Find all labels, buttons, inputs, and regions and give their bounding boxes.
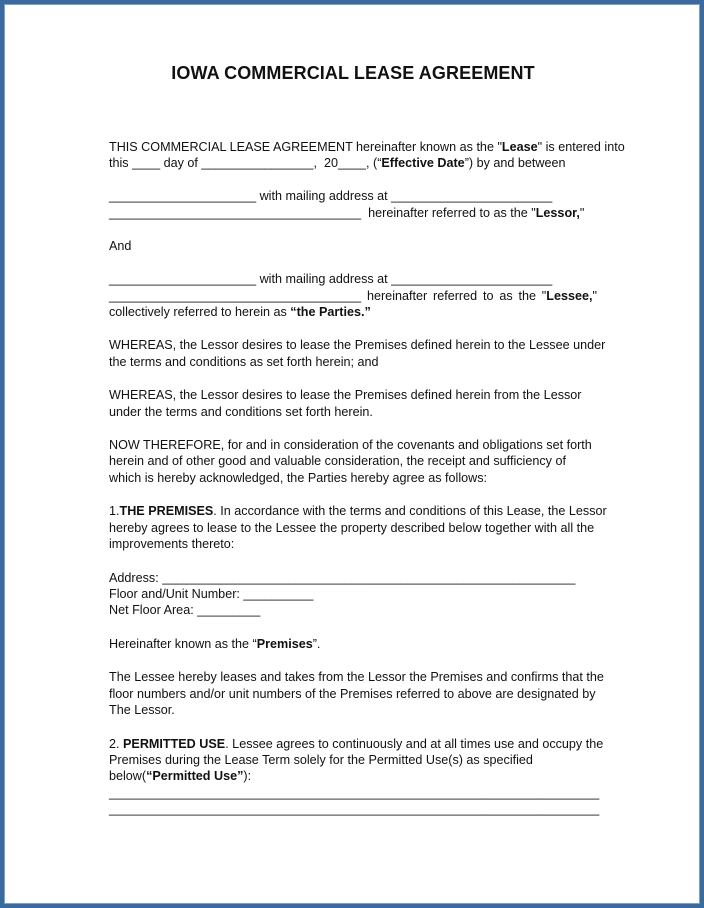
intro-text: this ____ day of ________________, 20____, (“ bbox=[109, 156, 382, 170]
lessee-word: to bbox=[482, 289, 494, 303]
lessor-term: Lessor, bbox=[535, 206, 580, 220]
parties-term: “the Parties.” bbox=[290, 305, 371, 319]
now-therefore-line-2: herein and of other good and valuable consideration, the receipt and sufficiency of bbox=[109, 454, 566, 468]
net-floor-area-field: Net Floor Area: _________ bbox=[109, 603, 261, 617]
lessee-line-2 bbox=[109, 288, 597, 304]
lessee-term: Lessee, bbox=[546, 289, 593, 303]
lessor-line-1: _____________________ with mailing address at _______________________ bbox=[109, 189, 553, 203]
lessee-line-3 bbox=[109, 304, 371, 320]
permitted-use-heading: PERMITTED USE bbox=[123, 737, 226, 751]
whereas-2-line-2: under the terms and conditions set forth herein. bbox=[109, 405, 373, 419]
and-line: And bbox=[109, 239, 132, 253]
permitted-use-line-3 bbox=[109, 768, 251, 784]
permitted-use-text: ): bbox=[243, 769, 252, 783]
known-text: ”. bbox=[312, 637, 321, 651]
lessee-word: referred bbox=[433, 289, 478, 303]
floor-unit-field: Floor and/Unit Number: __________ bbox=[109, 587, 314, 601]
intro-text: ”) by and between bbox=[464, 156, 566, 170]
lessee-word: the bbox=[518, 289, 536, 303]
quote: " bbox=[592, 289, 597, 303]
premises-known-line bbox=[109, 636, 320, 652]
whereas-1-line-1: WHEREAS, the Lessor desires to lease the Premises defined herein to the Lessee under bbox=[109, 338, 606, 352]
permitted-use-text: below( bbox=[109, 769, 147, 783]
whereas-2-line-1: WHEREAS, the Lessor desires to lease the Premises defined herein from the Lessor bbox=[109, 388, 582, 402]
intro-text: " is entered into bbox=[537, 140, 625, 154]
lessor-text: ____________________________________ hereinafter referred to as the " bbox=[109, 206, 536, 220]
lessee-term-group bbox=[542, 288, 597, 304]
permitted-use-text: . Lessee agrees to continuously and at all times use and occupy the bbox=[225, 737, 604, 751]
document-page bbox=[5, 5, 701, 905]
known-text: Hereinafter known as the “ bbox=[109, 637, 257, 651]
lessor-line-2 bbox=[109, 205, 584, 221]
premises-line-1 bbox=[109, 503, 607, 519]
now-therefore-line-3: which is hereby acknowledged, the Parties hereby agree as follows: bbox=[109, 471, 488, 485]
premises-line-3: improvements thereto: bbox=[109, 537, 235, 551]
permitted-use-term: “Permitted Use” bbox=[146, 769, 244, 783]
lessor-text: " bbox=[579, 206, 585, 220]
address-field: Address: ___________________________________________________________ bbox=[109, 571, 576, 585]
lessee-para-line-1: The Lessee hereby leases and takes from the Lessor the Premises and confirms that the bbox=[109, 670, 604, 684]
intro-text: THIS COMMERCIAL LEASE AGREEMENT hereinafter known as the " bbox=[109, 140, 502, 154]
lessee-blank: ____________________________________ bbox=[109, 289, 362, 303]
lessee-text: collectively referred to herein as bbox=[109, 305, 291, 319]
section-number: 2. bbox=[109, 737, 124, 751]
lessee-para-line-2: floor numbers and/or unit numbers of the Premises referred to above are designated by bbox=[109, 687, 596, 701]
quote: " bbox=[541, 289, 547, 303]
intro-line-1 bbox=[109, 139, 625, 155]
effective-date-term: Effective Date bbox=[381, 156, 465, 170]
now-therefore-line-1: NOW THEREFORE, for and in consideration of the covenants and obligations set forth bbox=[109, 438, 592, 452]
document-frame bbox=[4, 4, 700, 904]
permitted-use-blank-1: ______________________________________________________________________ bbox=[109, 786, 600, 800]
whereas-1-line-2: the terms and conditions as set forth herein; and bbox=[109, 355, 379, 369]
permitted-use-line-1 bbox=[109, 736, 603, 752]
lessee-word: hereinafter bbox=[366, 289, 428, 303]
lease-term: Lease bbox=[501, 140, 538, 154]
lessee-line-1: _____________________ with mailing address at _______________________ bbox=[109, 272, 553, 286]
premises-text: . In accordance with the terms and conditions of this Lease, the Lessor bbox=[213, 504, 607, 518]
document-title: IOWA COMMERCIAL LEASE AGREEMENT bbox=[171, 63, 535, 83]
premises-heading: THE PREMISES bbox=[119, 504, 214, 518]
section-number: 1. bbox=[109, 504, 120, 518]
intro-line-2 bbox=[109, 155, 566, 171]
premises-term: Premises bbox=[256, 637, 313, 651]
lessee-word: as bbox=[499, 289, 513, 303]
premises-line-2: hereby agrees to lease to the Lessee the property described below together with all the bbox=[109, 521, 595, 535]
permitted-use-line-2: Premises during the Lease Term solely for the Permitted Use(s) as specified bbox=[109, 753, 533, 767]
permitted-use-blank-2: ______________________________________________________________________ bbox=[109, 802, 600, 816]
lessee-para-line-3: The Lessor. bbox=[109, 703, 175, 717]
